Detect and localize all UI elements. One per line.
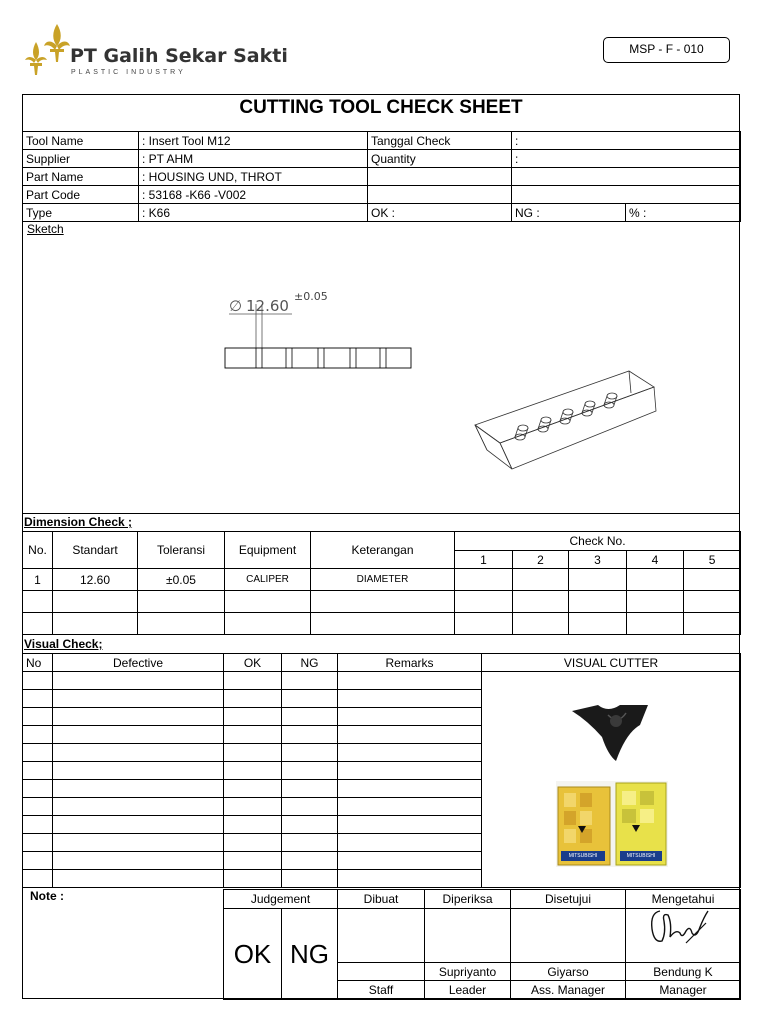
type-value: : K66 xyxy=(139,204,368,222)
supplier-value: : PT AHM xyxy=(139,150,368,168)
fleur-de-lis-icon xyxy=(22,22,72,78)
sketch-drawing xyxy=(22,240,740,512)
sketch-tolerance: ±0.05 xyxy=(294,290,328,303)
disetujui-role: Ass. Manager xyxy=(511,981,626,1000)
dibuat-name-cell xyxy=(338,963,425,981)
row-toleransi: ±0.05 xyxy=(138,569,225,591)
supplier-label: Supplier xyxy=(23,150,139,168)
row-keterangan: DIAMETER xyxy=(311,569,455,591)
company-logo xyxy=(22,22,72,78)
diperiksa-role: Leader xyxy=(425,981,511,1000)
ok-count-label: OK : xyxy=(368,204,512,222)
check-number: 5 xyxy=(684,551,741,569)
blank-cell xyxy=(512,186,741,204)
dibuat-signature-cell xyxy=(338,909,425,963)
sketch-dimension: 12.60 xyxy=(246,297,289,315)
check-number: 4 xyxy=(627,551,684,569)
check-cell[interactable] xyxy=(627,569,684,591)
tool-name-value: : Insert Tool M12 xyxy=(139,132,368,150)
check-number: 1 xyxy=(455,551,513,569)
diameter-symbol: ∅ xyxy=(229,297,243,315)
diperiksa-signature-cell xyxy=(425,909,511,963)
quantity-value: : xyxy=(512,150,741,168)
check-number: 2 xyxy=(513,551,569,569)
col-header-standart: Standart xyxy=(53,532,138,569)
ng-count-label: NG : xyxy=(512,204,626,222)
check-cell[interactable] xyxy=(513,569,569,591)
tanggal-check-label: Tanggal Check xyxy=(368,132,512,150)
check-cell[interactable] xyxy=(684,569,741,591)
check-cell[interactable] xyxy=(455,569,513,591)
type-label: Type xyxy=(23,204,139,222)
col-header-no: No. xyxy=(23,532,53,569)
package-brand-label-right: MITSUBISHI xyxy=(626,853,656,859)
mengetahui-name: Bendung K xyxy=(626,963,741,981)
part-name-label: Part Name xyxy=(23,168,139,186)
tool-name-label: Tool Name xyxy=(23,132,139,150)
insert-tool-sketch xyxy=(22,240,740,512)
col-header-equipment: Equipment xyxy=(225,532,311,569)
approval-table xyxy=(223,889,741,1000)
note-label: Note : xyxy=(30,889,64,903)
check-cell[interactable] xyxy=(569,569,627,591)
blank-cell xyxy=(368,168,512,186)
table-row xyxy=(23,613,741,635)
dibuat-label: Dibuat xyxy=(338,890,425,909)
col-header-keterangan: Keterangan xyxy=(311,532,455,569)
insert-photo xyxy=(568,699,652,763)
mengetahui-role: Manager xyxy=(626,981,741,1000)
disetujui-signature-cell xyxy=(511,909,626,963)
sheet-title: CUTTING TOOL CHECK SHEET xyxy=(239,97,523,118)
sketch-section-bottom-line xyxy=(22,513,740,514)
col-header-remarks: Remarks xyxy=(338,654,482,672)
part-name-value: : HOUSING UND, THROT xyxy=(139,168,368,186)
package-brand-label-left: MITSUBISHI xyxy=(568,853,598,859)
diperiksa-label: Diperiksa xyxy=(425,890,511,909)
blank-cell xyxy=(368,186,512,204)
col-header-ng: NG xyxy=(282,654,338,672)
percent-label: % : xyxy=(626,204,741,222)
dimension-check-table xyxy=(22,531,741,635)
disetujui-name: Giyarso xyxy=(511,963,626,981)
col-header-ok: OK xyxy=(224,654,282,672)
part-code-label: Part Code xyxy=(23,186,139,204)
form-code: MSP - F - 010 xyxy=(603,37,730,63)
disetujui-label: Disetujui xyxy=(511,890,626,909)
diperiksa-name: Supriyanto xyxy=(425,963,511,981)
judgement-ng[interactable]: NG xyxy=(282,909,338,1000)
company-subtitle: PLASTIC INDUSTRY xyxy=(71,69,186,76)
check-number: 3 xyxy=(569,551,627,569)
row-no: 1 xyxy=(23,569,53,591)
quantity-label: Quantity xyxy=(368,150,512,168)
blank-cell xyxy=(512,168,741,186)
header-info-table xyxy=(22,131,741,222)
judgement-ok[interactable]: OK xyxy=(224,909,282,1000)
mengetahui-label: Mengetahui xyxy=(626,890,741,909)
company-name: PT Galih Sekar Sakti xyxy=(70,45,288,67)
table-row xyxy=(23,569,741,591)
table-row xyxy=(23,591,741,613)
sketch-label: Sketch xyxy=(27,222,64,236)
part-code-value: : 53168 -K66 -V002 xyxy=(139,186,368,204)
dibuat-role: Staff xyxy=(338,981,425,1000)
col-header-no: No xyxy=(23,654,53,672)
signature-mark xyxy=(646,909,716,954)
visual-check-label: Visual Check; xyxy=(24,637,103,651)
row-equipment: CALIPER xyxy=(225,569,311,591)
threading-insert-icon xyxy=(568,699,652,763)
dimension-check-label: Dimension Check ; xyxy=(24,515,133,529)
col-header-visual-cutter: VISUAL CUTTER xyxy=(482,654,741,672)
row-standart: 12.60 xyxy=(53,569,138,591)
table-row xyxy=(23,672,741,690)
judgement-label: Judgement xyxy=(224,890,338,909)
mengetahui-signature-cell xyxy=(626,909,741,963)
tanggal-check-value: : xyxy=(512,132,741,150)
insert-packaging-photo xyxy=(556,781,668,867)
col-header-check-no: Check No. xyxy=(455,532,741,551)
col-header-toleransi: Toleransi xyxy=(138,532,225,569)
col-header-defective: Defective xyxy=(53,654,224,672)
